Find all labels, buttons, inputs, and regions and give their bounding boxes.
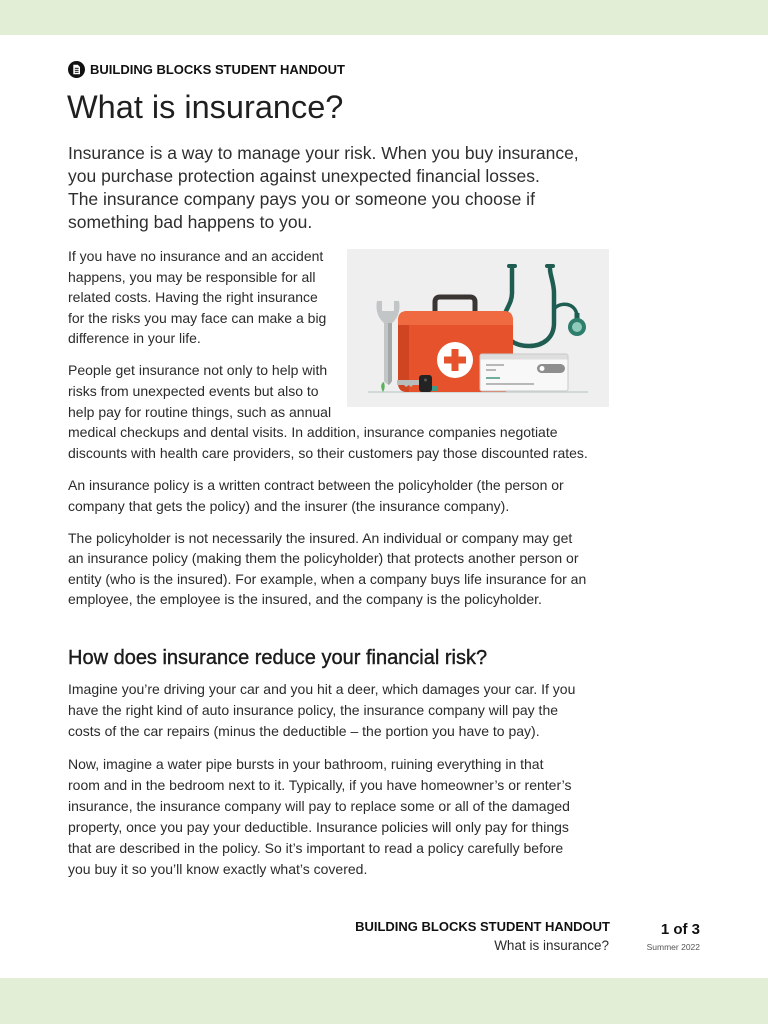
text-line: room and in the bedroom next to it. Typically, if you have homeowner’s or renter’s [68,776,572,793]
insurance-illustration [347,249,609,407]
paragraph [68,475,588,516]
bottom-band [0,978,768,1024]
text-line: for the risks you may face can make a big [68,309,327,326]
section-heading: How does insurance reduce your financial risk? [68,647,488,669]
paragraph [68,754,575,880]
text-line: property, once you pay your deductible. Insurance policies will only pay for things [68,818,569,835]
text-line: medical checkups and dental visits. In addition, insurance companies negotiate [68,424,558,441]
text-line: The insurance company pays you or someone you choose if [68,189,535,209]
text-line: Now, imagine a water pipe bursts in your bathroom, ruining everything in that [68,755,544,772]
text-line: entity (who is the insured). For example, when a company buys life insurance for an [68,570,587,587]
text-line: employee, the employee is the insured, and the company is the policyholder. [68,591,542,608]
document-icon [68,61,85,78]
intro-paragraph [68,142,579,234]
paragraph [68,528,588,610]
text-line: that are described in the policy. So it’s important to read a policy carefully before [68,839,564,856]
footer-title: What is insurance? [494,938,609,953]
text-line: an insurance policy (making them the policyholder) that protects another person or [68,550,579,567]
text-line: discounts with health care providers, so their customers pay those discounted rates. [68,444,588,461]
text-line: something bad happens to you. [68,212,313,232]
page-number: 1 of 3 [660,921,700,938]
text-line: help pay for routine things, such as annual [68,403,332,420]
text-line: Insurance is a way to manage your risk. When you buy insurance, [68,143,579,163]
section-2-body [68,679,575,891]
text-line: People get insurance not only to help with [68,362,328,379]
insurance-card-icon [480,354,568,391]
text-line: have the right kind of auto insurance policy, the insurance company will pay the [68,702,559,718]
text-line: company that gets the policy) and the insurer (the insurance company). [68,497,510,514]
text-line: risks from unexpected events but also to [68,383,319,400]
top-band [0,0,768,35]
paragraph [68,679,575,742]
text-line: difference in your life. [68,330,201,347]
text-line: insurance, the insurance company will pay to replace some or all of the damaged [68,797,570,814]
text-line: costs of the car repairs (minus the deductible – the portion you have to pay). [68,723,540,739]
edition-date: Summer 2022 [646,942,700,952]
text-line: happens, you may be responsible for all [68,268,316,285]
text-line: you purchase protection against unexpected financial losses. [68,166,540,186]
text-line: you buy it so you’ll know exactly what’s covered. [68,860,368,877]
text-line: Imagine you’re driving your car and you hit a deer, which damages your car. If you [68,681,576,697]
handout-label: BUILDING BLOCKS STUDENT HANDOUT [90,62,345,77]
text-line: An insurance policy is a written contract between the policyholder (the person or [68,476,564,493]
footer-label: BUILDING BLOCKS STUDENT HANDOUT [355,919,610,934]
text-line: The policyholder is not necessarily the insured. An individual or company may get [68,529,573,546]
text-line: If you have no insurance and an accident [68,248,324,264]
text-line: related costs. Having the right insurance [68,289,318,306]
page-title: What is insurance? [67,89,344,125]
